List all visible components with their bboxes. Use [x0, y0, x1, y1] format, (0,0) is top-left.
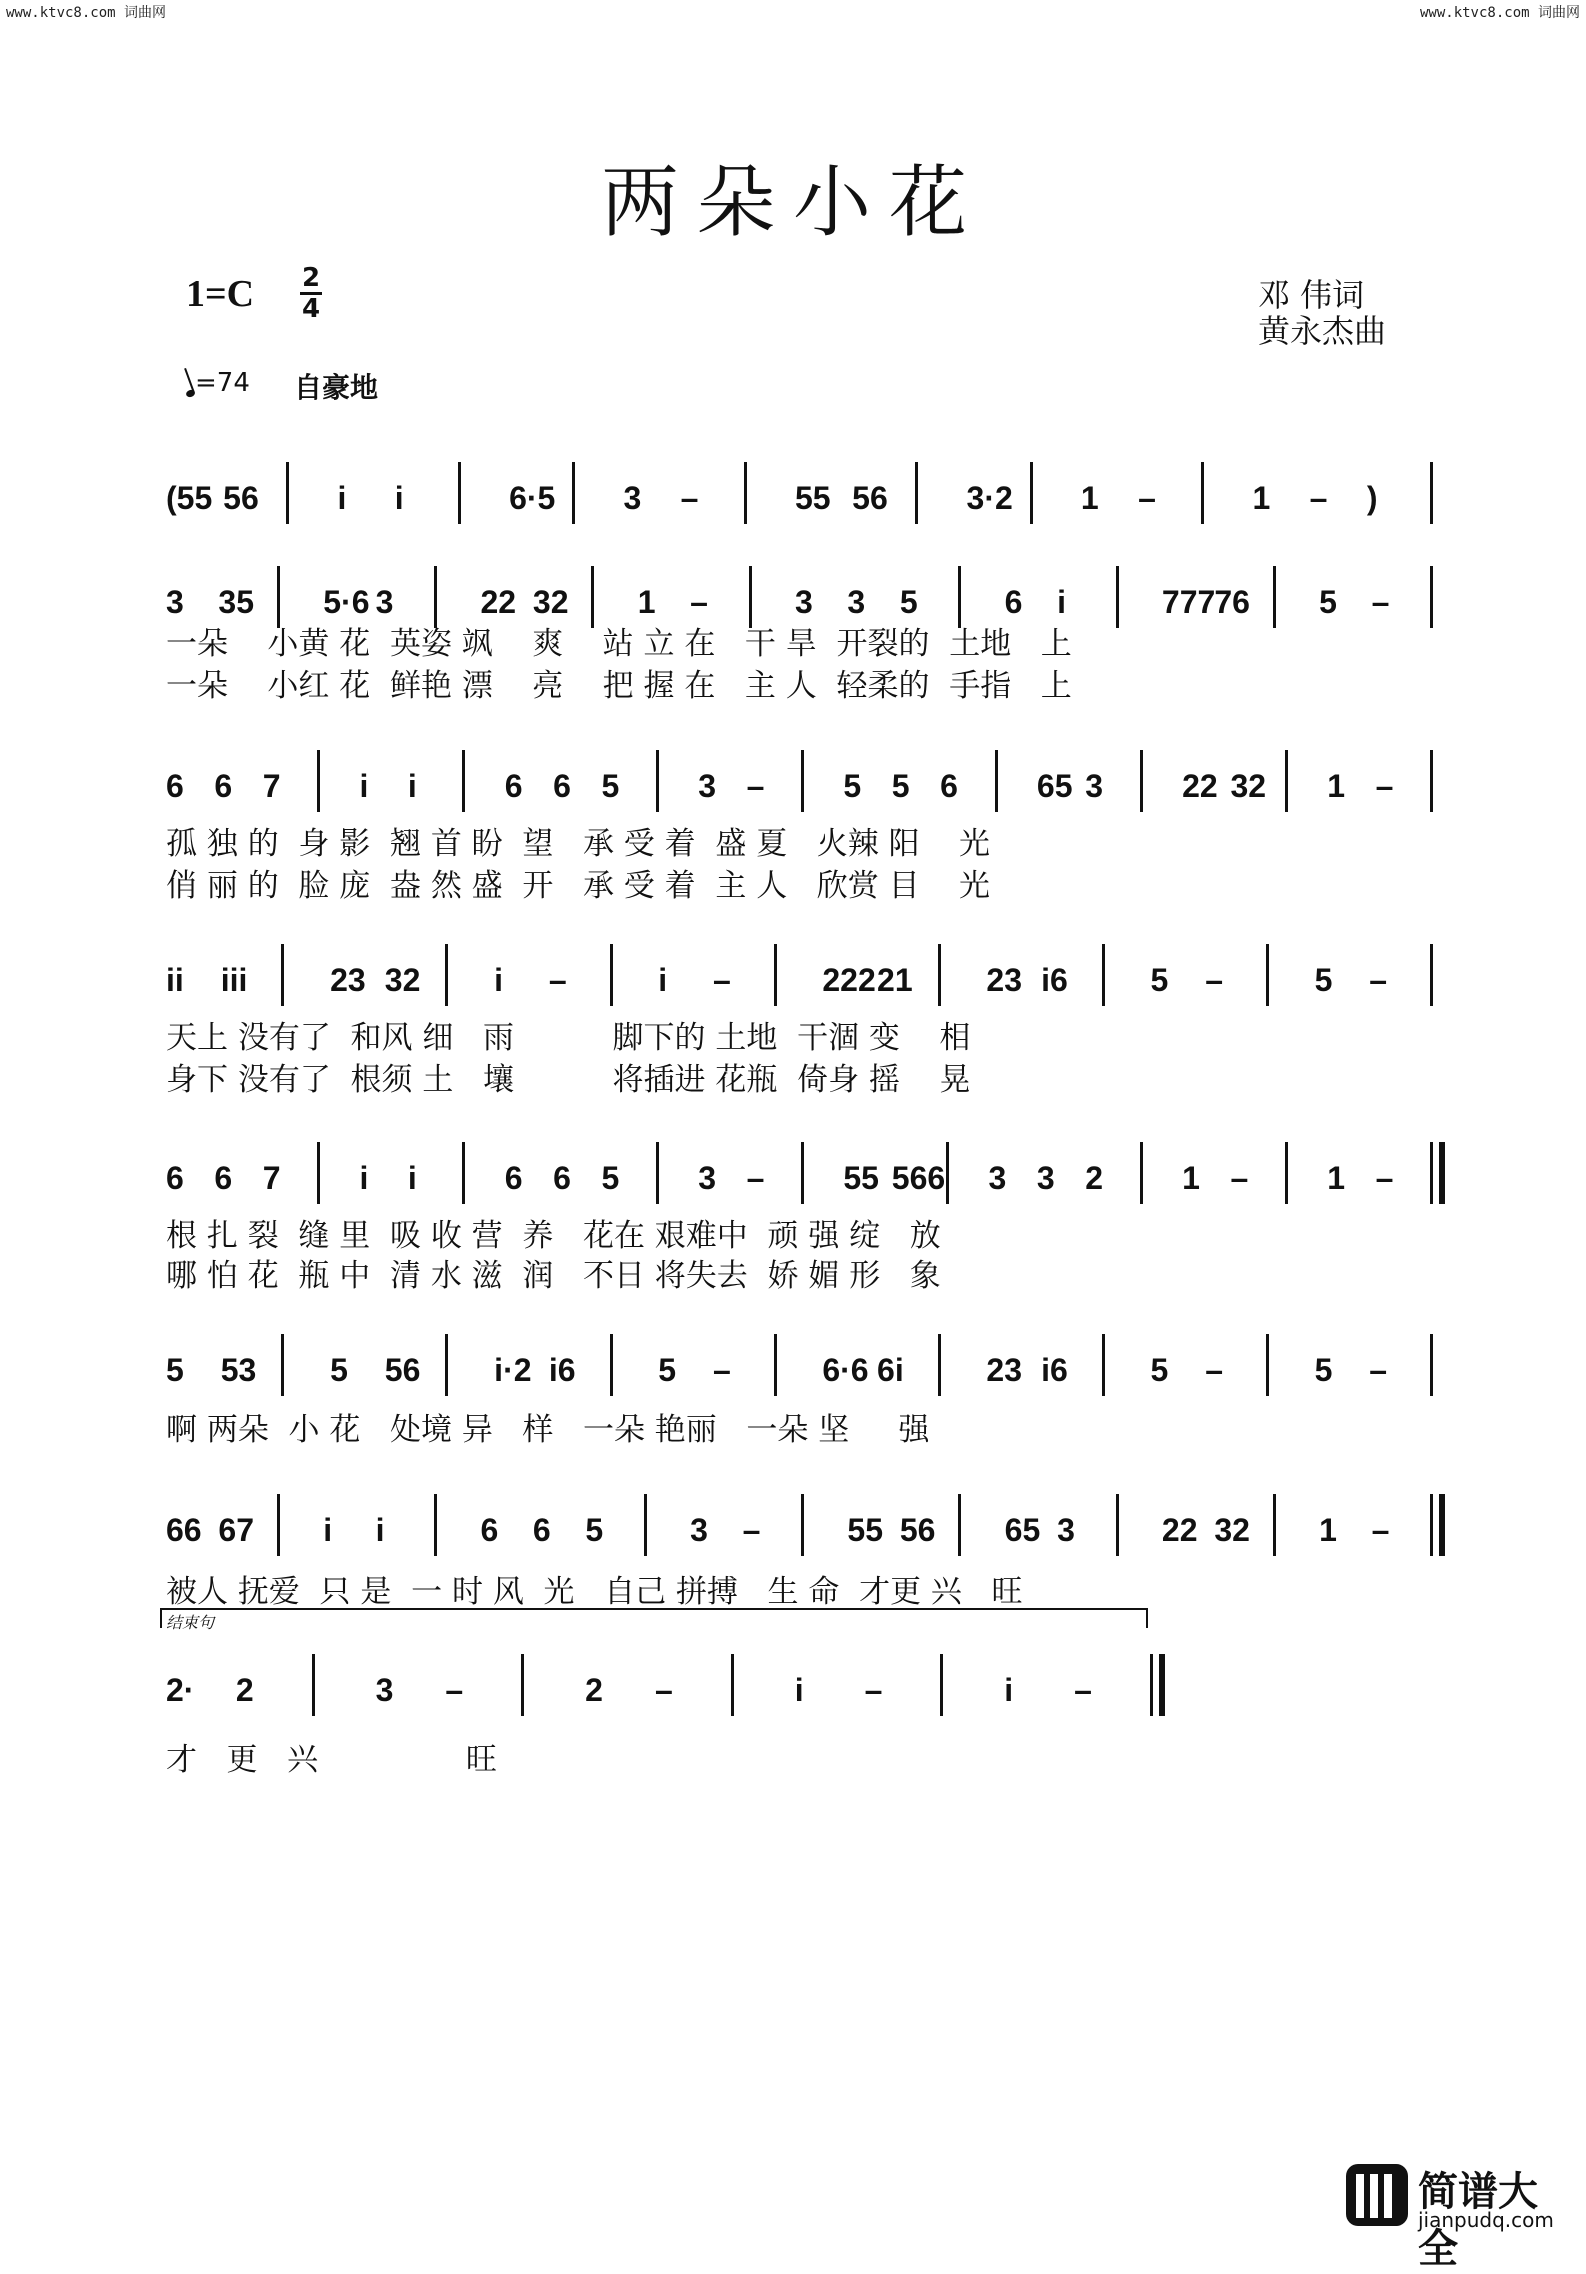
barline [1273, 566, 1276, 628]
lyric-line: 俏 丽 的 脸 庞 盎 然 盛 开 承 受 着 主 人 欣赏 目 光 [166, 868, 991, 904]
note-group: 65 [1004, 1512, 1041, 1548]
note-group: 7 [262, 768, 281, 804]
time-signature [298, 264, 324, 323]
note-group: 3 [375, 584, 394, 620]
notes-line [0, 1494, 1586, 1554]
note-group: 5 [585, 1512, 604, 1548]
barline [801, 1494, 804, 1556]
note-group: 3 [375, 1672, 394, 1708]
barline [995, 750, 998, 812]
note-group: i [359, 1160, 369, 1196]
barline [801, 750, 804, 812]
note-group: – [1074, 1672, 1092, 1708]
note-group: 56 [852, 480, 888, 516]
barline [1285, 1142, 1288, 1204]
note-group: – [1309, 480, 1328, 516]
barline [281, 1334, 284, 1396]
note-group: – [1369, 962, 1388, 998]
barline [317, 1142, 320, 1204]
lyric-line: 一朵 小红 花 鲜艳 漂 亮 把 握 在 主 人 轻柔的 手指 上 [166, 668, 1072, 704]
note-group: 21 [877, 962, 913, 998]
note-group: 777 [1161, 584, 1216, 620]
barline [445, 1334, 448, 1396]
note-group: 1 [1252, 480, 1271, 516]
note-group: 3 [1085, 768, 1104, 804]
note-group: 3 [1036, 1160, 1055, 1196]
note-group: 23 [986, 1352, 1023, 1388]
lyric-line: 被人 抚爱 只 是 一 时 风 光 自己 拼搏 生 命 才更 兴 旺 [166, 1574, 1023, 1610]
barline [434, 1494, 437, 1556]
time-sig-top: 2 [301, 263, 321, 293]
note-group: 1 [1080, 480, 1099, 516]
piano-icon [1346, 2164, 1408, 2226]
barline [1201, 462, 1204, 524]
coda-label: 结束句 [166, 1613, 215, 1632]
watermark-left: www.ktvc8.com 词曲网 [6, 5, 167, 21]
barline [1430, 750, 1433, 812]
note-group: 23 [986, 962, 1023, 998]
note-group: 2 [1085, 1160, 1104, 1196]
barline [731, 1654, 734, 1716]
note-group: 67 [218, 1512, 254, 1548]
barline [317, 750, 320, 812]
note-group: i [394, 480, 404, 516]
barline [744, 462, 747, 524]
note-group: 5 [891, 768, 910, 804]
note-group: 6 [166, 1160, 184, 1196]
note-group: i [359, 768, 369, 804]
note-group: 55 [843, 1160, 879, 1196]
notes-line [0, 462, 1586, 522]
note-group: 6i [877, 1352, 904, 1388]
lyric-line: 孤 独 的 身 影 翘 首 盼 望 承 受 着 盛 夏 火辣 阳 光 [166, 826, 991, 862]
note-group: – [742, 1512, 761, 1548]
note-group: 3 [795, 584, 813, 620]
note-group: – [1230, 1160, 1249, 1196]
note-group: iii [220, 962, 248, 998]
note-group: 1 [1319, 1512, 1337, 1548]
note-group: 6 [940, 768, 958, 804]
watermark-right: www.ktvc8.com 词曲网 [1419, 5, 1580, 21]
barline [1266, 944, 1269, 1006]
note-group: – [548, 962, 567, 998]
tempo-marking [186, 368, 250, 398]
barline [462, 750, 465, 812]
note-group: 5 [843, 768, 862, 804]
note-group: 6 [532, 1512, 551, 1548]
note-group: 23 [330, 962, 366, 998]
note-group: 6 [553, 1160, 571, 1196]
note-group: 5 [658, 1352, 677, 1388]
note-group: i [1004, 1672, 1014, 1708]
notes-line [0, 1654, 1586, 1714]
barline [445, 944, 448, 1006]
note-group: – [1205, 962, 1223, 998]
song-title: 两朵小花 [600, 158, 985, 248]
barline [1030, 462, 1033, 524]
note-group: 3 [847, 584, 866, 620]
note-group: 5 [601, 768, 620, 804]
note-group: – [445, 1672, 464, 1708]
notes-line [0, 1334, 1586, 1394]
note-group: 5 [1319, 584, 1337, 620]
site-logo [1346, 2160, 1574, 2272]
note-group: 55 [847, 1512, 883, 1548]
note-group: i·2 [494, 1352, 532, 1388]
lyric-line: 哪 怕 花 瓶 中 清 水 滋 润 不日 将失去 娇 媚 形 象 [166, 1258, 941, 1294]
barline [1430, 1334, 1433, 1396]
note-group: 32 [1214, 1512, 1250, 1548]
lyric-line: 根 扎 裂 缝 里 吸 收 营 养 花在 艰难中 顽 强 绽 放 [166, 1218, 941, 1254]
note-group: – [712, 1352, 731, 1388]
barline [1116, 566, 1119, 628]
note-group: i [337, 480, 347, 516]
note-group: 56 [223, 480, 259, 516]
note-group: 65 [1036, 768, 1073, 804]
barline [462, 1142, 465, 1204]
barline [946, 1142, 949, 1204]
lyric-line: 一朵 小黄 花 英姿 飒 爽 站 立 在 干 旱 开裂的 土地 上 [166, 626, 1072, 662]
barline [656, 750, 659, 812]
note-group: 222 [822, 962, 876, 998]
lyric-line: 身下 没有了 根须 土 壤 将插进 花瓶 倚身 摇 晃 [166, 1062, 971, 1098]
note-group: 22 [1182, 768, 1218, 804]
barline [1285, 750, 1288, 812]
note-group: 5 [1150, 962, 1169, 998]
expression-marking: 自豪地 [294, 371, 379, 404]
lyric-line: 天上 没有了 和风 细 雨 脚下的 土地 干涸 变 相 [166, 1020, 971, 1056]
barline [1430, 566, 1433, 628]
barline [774, 1334, 777, 1396]
lyric-line: 啊 两朵 小 花 处境 异 样 一朵 艳丽 一朵 坚 强 [166, 1412, 930, 1448]
note-group: i [407, 768, 417, 804]
note-group: 1 [1182, 1160, 1200, 1196]
note-group: 6 [504, 768, 523, 804]
barline [281, 944, 284, 1006]
barline [938, 1334, 941, 1396]
note-group: i [494, 962, 504, 998]
note-group: i [1057, 584, 1066, 620]
note-group: 1 [1327, 1160, 1346, 1196]
barline [572, 462, 575, 524]
note-group: 2 [235, 1672, 254, 1708]
note-group: – [655, 1672, 673, 1708]
notes-line [0, 750, 1586, 810]
barline [1140, 750, 1143, 812]
note-group: – [1371, 1512, 1390, 1548]
note-group: ii [166, 962, 184, 998]
barline [1102, 944, 1105, 1006]
note-group: 66 [166, 1512, 202, 1548]
barline [958, 1494, 961, 1556]
note-group: – [712, 962, 731, 998]
note-group: 2 [585, 1672, 603, 1708]
note-group: i6 [548, 1352, 576, 1388]
note-group: 56 [384, 1352, 421, 1388]
note-group: 22 [480, 584, 517, 620]
note-group: – [746, 768, 765, 804]
barline [1102, 1334, 1105, 1396]
note-group: 3 [698, 768, 717, 804]
lyricist-credit: 邓 伟词 [1258, 276, 1365, 314]
note-group: – [1375, 1160, 1394, 1196]
note-group: 5·6 [323, 584, 370, 620]
note-group: 6 [214, 1160, 233, 1196]
note-group: 56 [899, 1512, 936, 1548]
barline [1430, 944, 1433, 1006]
notes-line [0, 1142, 1586, 1202]
barline [521, 1654, 524, 1716]
barline [915, 462, 918, 524]
note-group: 566 [891, 1160, 946, 1196]
barline [801, 1142, 804, 1204]
note-group: 2· [166, 1672, 195, 1708]
note-group: – [864, 1672, 883, 1708]
note-group: 3·2 [966, 480, 1013, 516]
note-group: (55 [166, 480, 213, 516]
barline [610, 1334, 613, 1396]
note-group: 22 [1161, 1512, 1198, 1548]
note-group: – [680, 480, 699, 516]
note-group: 5 [899, 584, 918, 620]
note-group: 6 [166, 768, 184, 804]
note-group: – [746, 1160, 765, 1196]
barline [656, 1142, 659, 1204]
note-group: – [690, 584, 708, 620]
time-sig-bottom: 4 [301, 294, 321, 324]
note-group: i [794, 1672, 804, 1708]
note-group: 6·6 [822, 1352, 869, 1388]
barline [938, 944, 941, 1006]
note-group: 6 [480, 1512, 499, 1548]
note-group: 5 [1314, 1352, 1333, 1388]
note-group: 3 [988, 1160, 1007, 1196]
note-group: – [1371, 584, 1390, 620]
barline [774, 944, 777, 1006]
barline [286, 462, 289, 524]
key-signature: 1=C [186, 273, 255, 315]
note-group: 76 [1214, 584, 1250, 620]
barline [1140, 1142, 1143, 1204]
tempo-value: =74 [195, 368, 250, 398]
logo-title: 简谱大全 [1418, 2169, 1538, 2272]
note-group: 32 [532, 584, 569, 620]
note-group: i [658, 962, 668, 998]
barline [458, 462, 461, 524]
barline [277, 1494, 280, 1556]
coda-bracket [160, 1608, 1148, 1628]
note-group: i6 [1041, 1352, 1068, 1388]
barline [1430, 462, 1433, 524]
note-group: i6 [1041, 962, 1068, 998]
note-group: 1 [1327, 768, 1346, 804]
barline [940, 1654, 943, 1716]
note-group: – [1369, 1352, 1388, 1388]
note-group: 3 [698, 1160, 717, 1196]
note-group: i [407, 1160, 417, 1196]
note-group: – [1138, 480, 1156, 516]
note-group: 55 [795, 480, 831, 516]
barline [1430, 1142, 1433, 1204]
notes-line [0, 944, 1586, 1004]
note-group: 5 [601, 1160, 620, 1196]
barline [1430, 1494, 1433, 1556]
note-group: i [375, 1512, 385, 1548]
note-group: – [1375, 768, 1394, 804]
barline [1150, 1654, 1153, 1716]
note-group: 3 [623, 480, 642, 516]
note-group: 53 [220, 1352, 257, 1388]
note-group: 35 [218, 584, 254, 620]
note-group: 32 [384, 962, 421, 998]
note-group: 32 [1230, 768, 1267, 804]
note-group: i [323, 1512, 333, 1548]
barline [1116, 1494, 1119, 1556]
note-group: 5 [1150, 1352, 1169, 1388]
note-group: 1 [637, 584, 656, 620]
note-group: 6 [553, 768, 571, 804]
note-group: 5 [330, 1352, 348, 1388]
note-group: 5 [166, 1352, 184, 1388]
barline [644, 1494, 647, 1556]
note-group: 5 [1314, 962, 1333, 998]
barline [312, 1654, 315, 1716]
note-group: – [1205, 1352, 1223, 1388]
barline [610, 944, 613, 1006]
barline [1273, 1494, 1276, 1556]
barline [1266, 1334, 1269, 1396]
note-group: 7 [262, 1160, 281, 1196]
lyric-line: 才 更 兴 旺 [166, 1742, 497, 1778]
note-group: 6·5 [509, 480, 556, 516]
note-group: 6 [214, 768, 233, 804]
note-group: 3 [1057, 1512, 1075, 1548]
logo-url: jianpudq.com [1418, 2208, 1554, 2232]
note-group: 3 [690, 1512, 708, 1548]
note-group: 6 [1004, 584, 1023, 620]
note-group: 3 [166, 584, 184, 620]
composer-credit: 黄永杰曲 [1258, 312, 1387, 350]
note-group: ) [1366, 480, 1378, 516]
notes-line [0, 566, 1586, 626]
note-group: 6 [504, 1160, 523, 1196]
